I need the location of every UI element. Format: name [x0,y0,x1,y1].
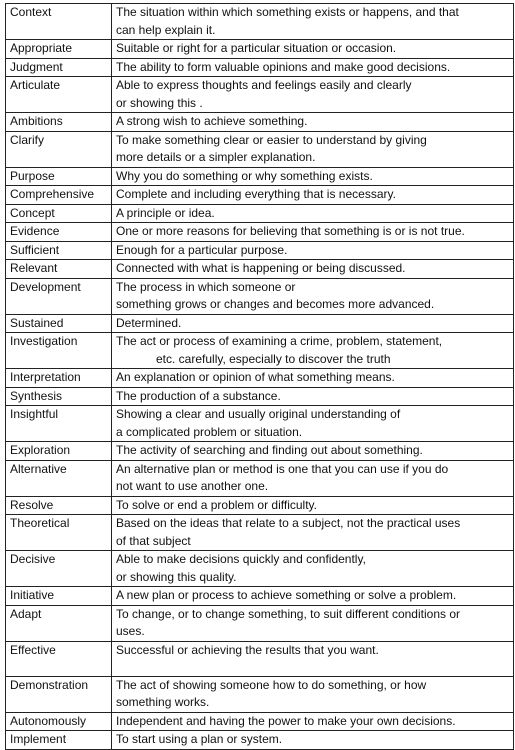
term-cell: Concept [6,204,112,223]
glossary-table [5,3,514,750]
definition-cell [112,204,514,223]
definition-line: Complete and including everything that is necessary. [116,187,396,201]
table-row [6,387,514,406]
table-row [6,442,514,461]
term-cell: Investigation [6,333,112,369]
table-row [6,278,514,314]
term-cell: Autonomously [6,712,112,731]
definition-line: The ability to form valuable opinions and make good decisions. [116,59,451,74]
definition-line: Successful or achieving the results that you want. [116,642,379,657]
definition-cell [112,587,514,606]
table-row [6,641,514,676]
table-row [6,40,514,59]
definition-line: Able to express thoughts and feelings easily and clearly [116,78,412,92]
definition-line: The act of showing someone how to do something, or how [116,677,427,692]
table-row [6,113,514,132]
table-row [6,587,514,606]
table-row [6,260,514,279]
definition-line: etc. carefully, especially to discover the truth [156,351,391,366]
definition-cell [112,4,514,40]
table-row [6,676,514,712]
table-row [6,241,514,260]
definition-line: more details or a simpler explanation. [116,150,316,164]
definition-cell [112,676,514,712]
term-cell: Purpose [6,167,112,186]
term-cell: Initiative [6,587,112,606]
term-cell: Sufficient [6,241,112,260]
definition-line: The production of a substance. [116,388,281,403]
term-cell: Synthesis [6,387,112,406]
term-cell: Decisive [6,551,112,587]
definition-line: The process in which someone or [116,279,296,294]
definition-line: The activity of searching and finding out about something. [116,443,423,457]
definition-line: Enough for a particular purpose. [116,242,288,257]
definition-cell [112,77,514,113]
definition-line: A new plan or process to achieve something or solve a problem. [116,588,457,602]
definition-line: or showing this . [116,95,203,110]
definition-cell [112,167,514,186]
term-cell: Interpretation [6,369,112,388]
definition-cell [112,223,514,242]
definition-line: Suitable or right for a particular situation or occasion. [116,41,397,55]
definition-line: One or more reasons for believing that something is or is not true. [116,224,465,238]
term-cell: Insightful [6,406,112,442]
definition-line: Able to make decisions quickly and confidently, [116,552,366,566]
term-cell: Evidence [6,223,112,242]
definition-cell [112,496,514,515]
definition-line: An explanation or opinion of what something means. [116,370,395,384]
term-cell: Relevant [6,260,112,279]
table-row [6,515,514,551]
definition-cell [112,186,514,205]
term-cell: Sustained [6,314,112,333]
table-row [6,551,514,587]
table-row [6,333,514,369]
definition-cell [112,641,514,676]
term-cell: Ambitions [6,113,112,132]
table-row [6,460,514,496]
definition-line: Independent and having the power to make your own decisions. [116,713,456,728]
definition-cell [112,442,514,461]
term-cell: Resolve [6,496,112,515]
table-row [6,314,514,333]
term-cell: Clarify [6,131,112,167]
definition-cell [112,406,514,442]
definition-cell [112,369,514,388]
table-row [6,223,514,242]
definition-line: a complicated problem or situation. [116,424,303,439]
table-row [6,204,514,223]
definition-line: A principle or idea. [116,205,215,220]
glossary-body [6,4,514,750]
term-cell: Implement [6,731,112,750]
definition-line: Determined. [116,315,182,330]
table-row [6,731,514,750]
definition-cell [112,551,514,587]
definition-line: To solve or end a problem or difficulty. [116,497,317,512]
definition-line: To change, or to change something, to suit different conditions or [116,606,460,621]
definition-cell [112,460,514,496]
table-row [6,167,514,186]
definition-cell [112,333,514,369]
definition-cell [112,113,514,132]
definition-line: Why you do something or why something exists. [116,168,373,183]
definition-cell [112,314,514,333]
definition-cell [112,712,514,731]
definition-cell [112,731,514,750]
table-row [6,369,514,388]
term-cell: Development [6,278,112,314]
term-cell: Judgment [6,58,112,77]
term-cell: Theoretical [6,515,112,551]
term-cell: Articulate [6,77,112,113]
definition-line: The act or process of examining a crime, problem, statement, [116,334,443,348]
definition-cell [112,58,514,77]
definition-line: To start using a plan or system. [116,732,283,746]
definition-cell [112,515,514,551]
definition-line: Connected with what is happening or being discussed. [116,261,406,275]
table-row [6,131,514,167]
definition-line: not want to use another one. [116,479,269,493]
table-row [6,406,514,442]
definition-line: Based on the ideas that relate to a subject, not the practical uses [116,516,461,530]
definition-cell [112,131,514,167]
definition-cell [112,241,514,260]
table-row [6,58,514,77]
term-cell: Effective [6,641,112,676]
term-cell: Comprehensive [6,186,112,205]
definition-cell [112,605,514,641]
table-row [6,186,514,205]
definition-line: of that subject [116,533,191,548]
table-row [6,4,514,40]
term-cell: Appropriate [6,40,112,59]
definition-line: Showing a clear and usually original understanding of [116,407,401,421]
term-cell: Adapt [6,605,112,641]
definition-line: A strong wish to achieve something. [116,114,308,128]
term-cell: Context [6,4,112,40]
definition-cell [112,387,514,406]
term-cell: Demonstration [6,676,112,712]
glossary-document [5,3,511,750]
definition-cell [112,260,514,279]
definition-line: An alternative plan or method is one that you can use if you do [116,461,449,476]
term-cell: Exploration [6,442,112,461]
definition-line: something works. [116,695,210,709]
table-row [6,77,514,113]
table-row [6,496,514,515]
table-row [6,605,514,641]
table-row [6,712,514,731]
definition-line: or showing this quality. [116,569,237,584]
definition-line: uses. [116,624,145,638]
definition-line: something grows or changes and becomes more advanced. [116,297,435,311]
term-cell: Alternative [6,460,112,496]
definition-cell [112,40,514,59]
definition-line: The situation within which something exists or happens, and that [116,5,459,19]
definition-cell [112,278,514,314]
definition-line: To make something clear or easier to understand by giving [116,132,427,147]
definition-line: can help explain it. [116,22,216,37]
